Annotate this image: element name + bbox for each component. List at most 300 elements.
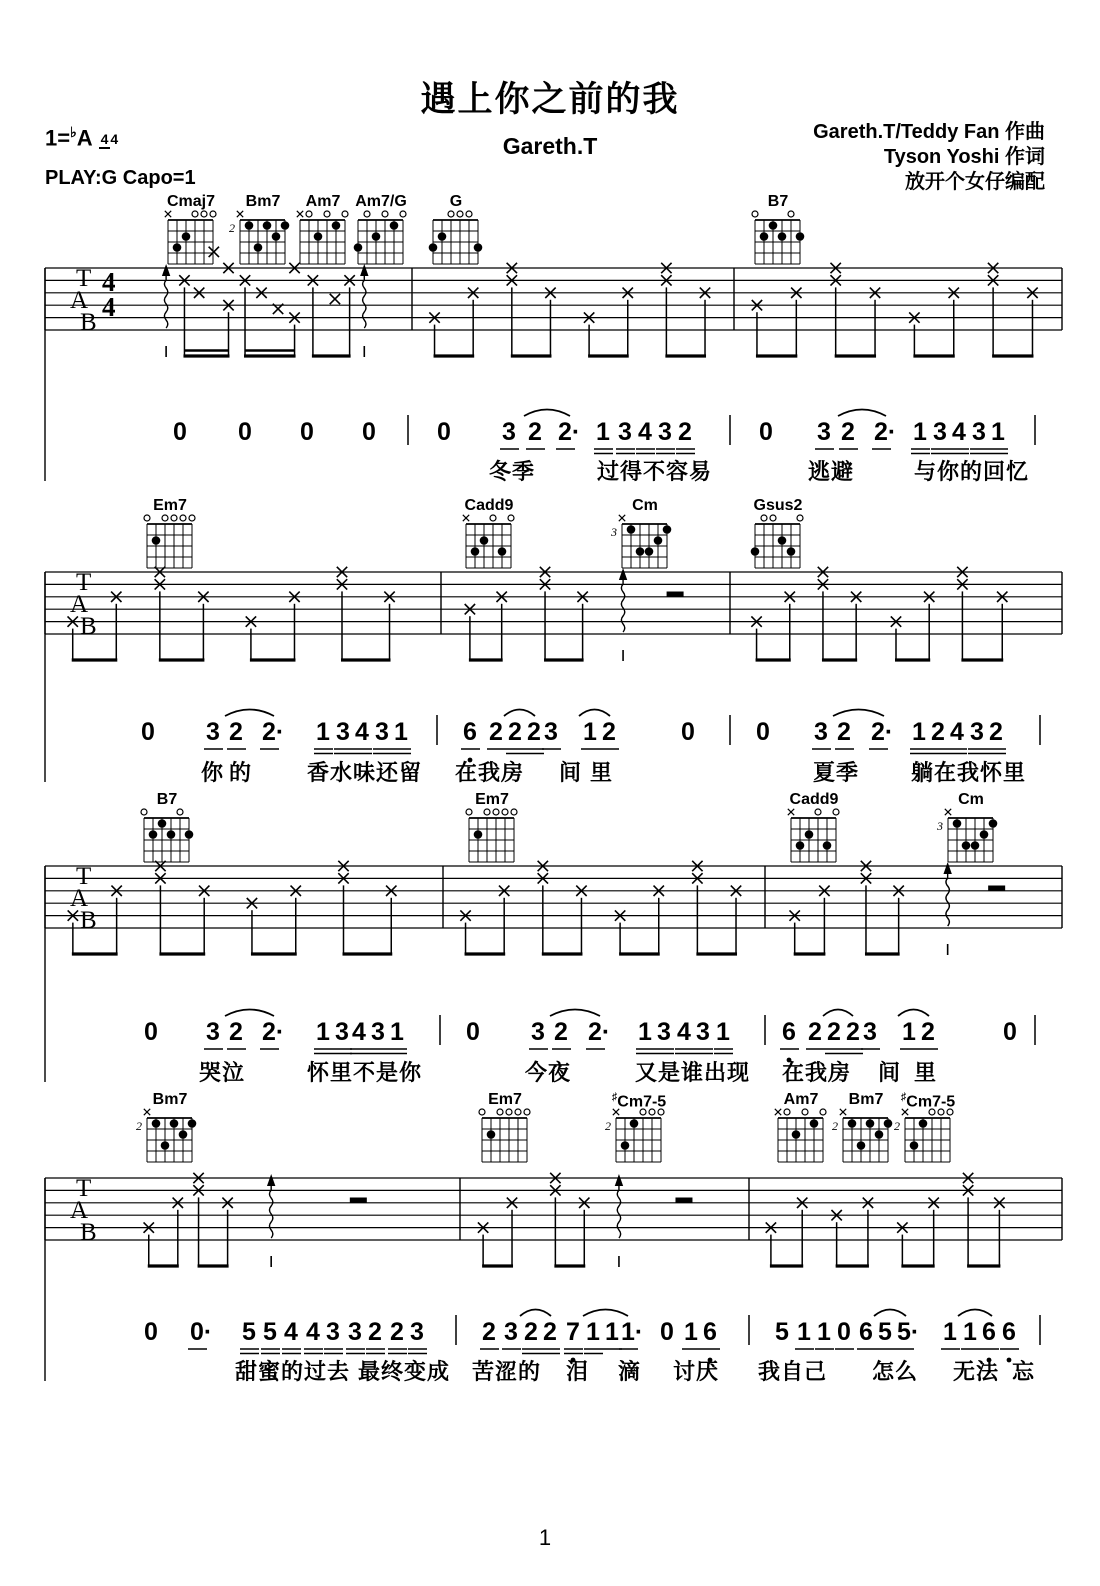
number-token: 2· [262,718,285,746]
finger-dot [158,819,167,828]
number-token: 3 [531,1018,545,1046]
number-token: 0· [190,1318,213,1346]
finger-dot [245,221,254,230]
number-token: 1 [684,1318,698,1346]
chord-name: ♯Cm7-5 [900,1091,956,1111]
number-token: 1· [621,1318,644,1346]
open-string-marker [490,515,496,521]
lyric-token: 我自己 [758,1359,828,1384]
chord-name: Gsus2 [753,497,803,514]
finger-dot [152,536,161,545]
open-string-marker [382,211,388,217]
number-token: 1 [390,1018,404,1046]
finger-dot [971,841,980,850]
number-token: 2 [921,1018,935,1046]
key-note: A [76,125,93,151]
finger-dot [372,232,381,241]
open-string-marker [192,211,198,217]
number-token: 3 [371,1018,385,1046]
finger-dot [857,1141,866,1150]
number-token: 6 [1002,1318,1016,1346]
chord-name: Em7 [153,497,187,514]
chord-name: G [449,193,463,210]
finger-dot [796,232,805,241]
number-token: 2 [489,718,503,746]
open-string-marker [770,515,776,521]
open-string-marker [784,1109,790,1115]
fret-position-label: 3 [937,819,943,833]
open-string-marker [833,809,839,815]
number-token: 1 [912,718,926,746]
lyric-token: 最终变成 [358,1359,451,1384]
open-string-marker [171,515,177,521]
number-token: 2 [827,1018,841,1046]
arrow-head [267,1174,275,1186]
number-token: 4 [677,1018,691,1046]
number-token: 1 [316,718,330,746]
tab-letter-a: A [70,287,89,314]
chord-name: Bm7 [245,193,281,210]
staff-time-sig-top: 4 [102,267,116,297]
finger-dot [429,243,438,252]
number-token: 1 [316,1018,330,1046]
number-token: 1 [716,1018,730,1046]
lyric-token: 怎么 [872,1359,919,1384]
open-string-marker [820,1109,826,1115]
fret-position-label: 3 [611,525,617,539]
number-token: 5 [878,1318,892,1346]
open-string-marker [797,515,803,521]
number-token: 3 [658,418,672,446]
number-token: 3 [817,418,831,446]
tie-arc [225,710,274,717]
finger-dot [474,243,483,252]
number-token: 3 [657,1018,671,1046]
lyric-token: 夏季 [813,760,860,785]
half-rest [667,592,684,598]
tab-letter-a: A [70,885,89,912]
finger-dot [487,1130,496,1139]
open-string-marker [497,1109,503,1115]
number-token: 5 [775,1318,789,1346]
number-token: 1 [638,1018,652,1046]
tab-letter-a: A [70,1197,89,1224]
finger-dot [314,232,323,241]
number-token: 2 [527,718,541,746]
open-string-marker [180,515,186,521]
tie-arc [874,1310,906,1317]
number-token: 6 [463,718,477,746]
lyric-token: 哭泣 [199,1060,246,1085]
chord-name: B7 [156,791,178,808]
open-string-marker [479,1109,485,1115]
finger-dot [272,232,281,241]
number-token: 0 [141,718,155,746]
open-string-marker [364,211,370,217]
finger-dot [875,1130,884,1139]
number-token: 2 [508,718,522,746]
finger-dot [471,547,480,556]
number-token: 6 [859,1318,873,1346]
fret-position-label: 2 [894,1119,900,1133]
number-token: 1 [913,418,927,446]
lyric-token: 泪 [566,1359,590,1384]
number-token: 1 [943,1318,957,1346]
open-string-marker [502,809,508,815]
number-token: 3 [348,1318,362,1346]
lyric-token: 的 [229,760,253,785]
finger-dot [480,536,489,545]
tie-arc [225,1010,274,1017]
lyric-token: 与你的回忆 [914,459,1030,484]
number-token: 2· [262,1018,285,1046]
time-bottom: 4 [110,131,119,148]
number-token: 4 [952,418,966,446]
fret-position-label: 2 [229,221,235,235]
number-token: 2 [390,1318,404,1346]
number-token: 2· [871,718,894,746]
open-string-marker [466,809,472,815]
open-string-marker [506,1109,512,1115]
half-rest [675,1198,692,1204]
finger-dot [188,1119,197,1128]
number-token: 3 [814,718,828,746]
tie-arc [958,1310,992,1317]
arpeggio-arrow [269,1181,272,1238]
tab-letter-t: T [76,265,92,292]
number-token: 2 [841,418,855,446]
number-token: 0 [362,418,376,446]
tie-arc [524,410,570,417]
fret-position-label: 2 [136,1119,142,1133]
number-token: 2 [524,1318,538,1346]
finger-dot [792,1130,801,1139]
finger-dot [498,547,507,556]
number-token: 3 [504,1318,518,1346]
chord-name: Am7/G [355,193,407,210]
finger-dot [962,841,971,850]
lyric-token: 你 [201,760,225,785]
finger-dot [161,1141,170,1150]
credit-composer: Gareth.T/Teddy Fan 作曲 [813,121,1045,143]
flat-symbol: ♭ [70,124,77,140]
chord-name: Cm [958,791,984,808]
open-string-marker [457,211,463,217]
number-token: 5 [263,1318,277,1346]
finger-dot [179,1130,188,1139]
number-token: 0 [759,418,773,446]
number-token: 0 [144,1318,158,1346]
number-token: 0 [660,1318,674,1346]
number-token: 6 [982,1318,996,1346]
number-token: 2 [808,1018,822,1046]
number-token: 0 [238,418,252,446]
number-token: 5 [242,1318,256,1346]
number-token: 1 [902,1018,916,1046]
chord-name: Am7 [305,193,341,210]
finger-dot [810,1119,819,1128]
number-token: 4 [638,418,652,446]
number-token: 2· [558,418,581,446]
number-token: 0 [837,1318,851,1346]
finger-dot [654,536,663,545]
number-token: 2· [588,1018,611,1046]
number-token: 1 [583,718,597,746]
open-string-marker [802,1109,808,1115]
number-token: 1 [963,1318,977,1346]
number-token: 2 [528,418,542,446]
finger-dot [621,1141,630,1150]
open-string-marker [511,809,517,815]
number-token: 3 [933,418,947,446]
open-string-marker [400,211,406,217]
finger-dot [769,221,778,230]
number-token: 7 [566,1318,580,1346]
chord-name: Cadd9 [464,497,514,514]
chord-name: Am7 [783,1091,819,1108]
tab-letter-b: B [80,907,97,934]
finger-dot [149,830,158,839]
open-string-marker [201,211,207,217]
number-token: 1 [596,418,610,446]
number-token: 1 [991,418,1005,446]
number-token: 0 [681,718,695,746]
number-token: 3 [326,1318,340,1346]
lyric-token: 在我房 [455,760,525,785]
number-token: 4 [352,1018,366,1046]
open-string-marker [189,515,195,521]
open-string-marker [448,211,454,217]
number-token: 4 [284,1318,298,1346]
number-token: 0 [173,418,187,446]
number-token: 3 [335,1018,349,1046]
number-token: 3 [206,718,220,746]
number-token: 2· [874,418,897,446]
tab-letter-b: B [80,309,97,336]
number-token: 3 [336,718,350,746]
arpeggio-arrow [617,1181,620,1238]
tie-arc [823,1010,853,1017]
arrow-head [162,264,170,276]
open-string-marker [141,809,147,815]
finger-dot [796,841,805,850]
finger-dot [354,243,363,252]
tab-letter-b: B [80,1219,97,1246]
chord-name: Em7 [475,791,509,808]
chord-name: Cmaj7 [166,193,216,210]
tab-letter-t: T [76,863,92,890]
number-token: 0 [300,418,314,446]
time-top: 4 [100,131,109,148]
chord-name: Cadd9 [789,791,839,808]
number-token: 0 [756,718,770,746]
number-token: 2 [837,718,851,746]
finger-dot [263,221,272,230]
lyric-token: 今夜 [525,1060,572,1085]
finger-dot [254,243,263,252]
finger-dot [185,830,194,839]
half-rest [988,886,1005,892]
number-token: 0 [144,1018,158,1046]
arrow-head [360,264,368,276]
open-string-marker [342,211,348,217]
finger-dot [645,547,654,556]
lyric-token: 在我房 [782,1060,852,1085]
arpeggio-arrow [946,869,949,926]
number-token: 2 [602,718,616,746]
arrow-head [943,862,951,874]
finger-dot [630,1119,639,1128]
number-token: 2 [554,1018,568,1046]
song-title: 遇上你之前的我 [420,80,680,119]
key-prefix: 1= [45,125,71,151]
number-token: 3 [375,718,389,746]
tie-arc [838,410,886,417]
open-string-marker [210,211,216,217]
lyric-token: 里 [590,760,614,785]
number-token: 6 [782,1018,796,1046]
number-token: 2 [229,718,243,746]
chord-name: Cm [632,497,658,514]
number-token: 3 [618,418,632,446]
finger-dot [182,232,191,241]
lyric-token: 无法 [953,1359,1000,1384]
sharp-symbol: ♯ [900,1091,907,1103]
lyric-token: 滴 [618,1359,642,1384]
finger-dot [390,221,399,230]
lyric-token: 忘 [1012,1359,1036,1384]
tie-arc [550,1010,600,1017]
open-string-marker [162,515,168,521]
number-token: 3 [502,418,516,446]
lyric-token: 冬季 [489,459,536,484]
finger-dot [170,1119,179,1128]
arrow-head [619,568,627,580]
lyric-token: 又是谁出现 [635,1060,751,1085]
fret-position-label: 2 [605,1119,611,1133]
open-string-marker [324,211,330,217]
arpeggio-arrow [363,271,366,328]
number-token: 1 [605,1318,619,1346]
open-string-marker [524,1109,530,1115]
arrow-head [615,1174,623,1186]
chord-name: Em7 [488,1091,522,1108]
finger-dot [980,830,989,839]
key-signature [45,124,118,151]
finger-dot [778,536,787,545]
play-capo-line: PLAY:G Capo=1 [45,167,196,189]
finger-dot [152,1119,161,1128]
number-token: 1 [394,718,408,746]
half-rest [350,1198,367,1204]
number-token: 0 [1003,1018,1017,1046]
tie-arc [833,710,884,717]
number-token: 3 [696,1018,710,1046]
chord-name: Bm7 [152,1091,188,1108]
open-string-marker [493,809,499,815]
lyric-token: 过得不容易 [597,459,713,484]
lyric-token: 苦涩的 [472,1359,542,1384]
open-string-marker [144,515,150,521]
finger-dot [848,1119,857,1128]
open-string-marker [466,211,472,217]
open-string-marker [306,211,312,217]
open-string-marker [508,515,514,521]
lyric-token: 间 [878,1060,902,1085]
finger-dot [884,1119,893,1128]
open-string-marker [761,515,767,521]
lyric-token: 躺在我怀里 [911,760,1027,785]
number-token: 0 [437,418,451,446]
open-string-marker [752,211,758,217]
low-octave-dot [1007,1358,1012,1363]
number-token: 4 [355,718,369,746]
tie-arc [520,1310,551,1317]
number-token: 6 [703,1318,717,1346]
tab-letter-b: B [80,613,97,640]
finger-dot [281,221,290,230]
finger-dot [919,1119,928,1128]
number-token: 3 [410,1318,424,1346]
lyric-token: 香水味还留 [307,760,423,785]
number-token: 1 [797,1318,811,1346]
sharp-symbol: ♯ [611,1091,618,1103]
number-token: 3 [972,418,986,446]
tab-letter-t: T [76,1175,92,1202]
finger-dot [866,1119,875,1128]
finger-dot [910,1141,919,1150]
number-token: 4 [950,718,964,746]
finger-dot [332,221,341,230]
finger-dot [663,525,672,534]
staff-time-sig-bottom: 4 [102,292,116,322]
finger-dot [823,841,832,850]
number-token: 2 [846,1018,860,1046]
tie-arc [579,710,610,717]
number-token: 3 [206,1018,220,1046]
finger-dot [989,819,998,828]
arpeggio-arrow [164,271,167,328]
number-token: 2 [229,1018,243,1046]
number-token: 2 [678,418,692,446]
number-token: 3 [970,718,984,746]
credit-lyricist: Tyson Yoshi 作词 [883,146,1045,168]
fret-position-label: 2 [832,1119,838,1133]
open-string-marker [177,809,183,815]
lyric-token: 间 [559,760,583,785]
number-token: 3 [863,1018,877,1046]
finger-dot [805,830,814,839]
lyric-token: 里 [914,1060,938,1085]
finger-dot [438,232,447,241]
tab-letter-a: A [70,591,89,618]
number-token: 2 [543,1318,557,1346]
number-token: 4 [306,1318,320,1346]
finger-dot [474,830,483,839]
number-token: 2 [931,718,945,746]
arpeggio-arrow [621,575,624,632]
finger-dot [953,819,962,828]
number-token: 1 [817,1318,831,1346]
number-token: 3 [544,718,558,746]
finger-dot [787,547,796,556]
finger-dot [751,547,760,556]
time-signature-fraction [99,132,119,147]
finger-dot [778,232,787,241]
number-token: 0 [466,1018,480,1046]
open-string-marker [484,809,490,815]
chord-name: ♯Cm7-5 [611,1091,667,1111]
